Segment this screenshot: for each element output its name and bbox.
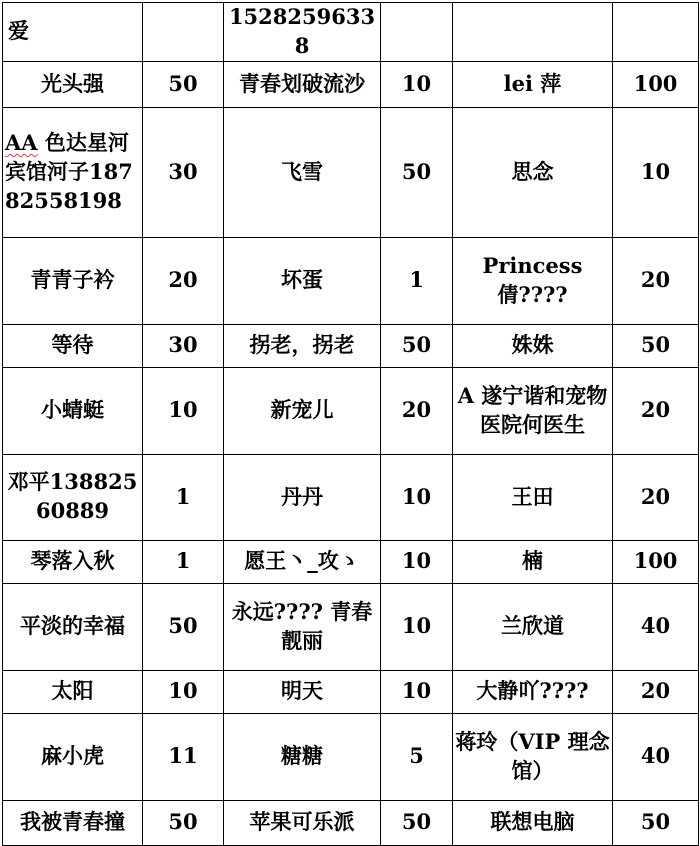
donor-name-cell <box>453 3 613 62</box>
donor-name-cell: 琴落入秋 <box>3 540 143 583</box>
table-row <box>3 713 699 800</box>
donor-name-cell: 拐老，拐老 <box>224 324 381 367</box>
table-row <box>3 367 699 454</box>
donor-name-cell: 太阳 <box>3 670 143 713</box>
donor-name-cell <box>3 107 143 237</box>
amount-cell: 1 <box>381 237 453 324</box>
donor-name-cell: 楠 <box>453 540 613 583</box>
amount-cell: 10 <box>143 670 224 713</box>
table-row <box>3 800 699 845</box>
amount-cell: 40 <box>613 713 699 800</box>
amount-cell: 50 <box>143 61 224 107</box>
donor-name-cell: 愿王丶_攻ゝ <box>224 540 381 583</box>
donor-name-cell: 青青子衿 <box>3 237 143 324</box>
amount-cell: 50 <box>613 800 699 845</box>
donor-name-cell: 15282596338 <box>224 3 381 62</box>
donor-name-cell: 飞雪 <box>224 107 381 237</box>
amount-cell: 20 <box>613 670 699 713</box>
amount-cell: 50 <box>381 107 453 237</box>
amount-cell <box>381 3 453 62</box>
donor-name-cell: 兰欣道 <box>453 583 613 670</box>
donor-name-cell: 明天 <box>224 670 381 713</box>
table-row <box>3 237 699 324</box>
amount-cell: 10 <box>143 367 224 454</box>
donor-name-cell: 小蜻蜓 <box>3 367 143 454</box>
donor-name-cell: 青春划破流沙 <box>224 61 381 107</box>
donor-name-cell: 王田 <box>453 454 613 540</box>
donor-name-cell: 大静吖???? <box>453 670 613 713</box>
donor-name-cell: 新宠儿 <box>224 367 381 454</box>
donor-name-cell: 姝姝 <box>453 324 613 367</box>
table-row <box>3 3 699 62</box>
donor-name-rest: 色达星河宾馆河子18782558198 <box>5 129 133 213</box>
donor-name-cell: Princess 倩???? <box>453 237 613 324</box>
amount-cell: 50 <box>381 800 453 845</box>
donor-name-cell: 光头强 <box>3 61 143 107</box>
table-row <box>3 107 699 237</box>
donor-name-cell: 爱 <box>3 3 143 62</box>
amount-cell <box>613 3 699 62</box>
amount-cell: 20 <box>613 237 699 324</box>
amount-cell: 10 <box>381 61 453 107</box>
amount-cell: 20 <box>613 454 699 540</box>
table-row <box>3 61 699 107</box>
table-row <box>3 324 699 367</box>
amount-cell: 10 <box>613 107 699 237</box>
amount-cell: 5 <box>381 713 453 800</box>
amount-cell: 50 <box>613 324 699 367</box>
donor-name-cell: 平淡的幸福 <box>3 583 143 670</box>
donor-name-cell: 思念 <box>453 107 613 237</box>
amount-cell: 10 <box>381 670 453 713</box>
table-row <box>3 583 699 670</box>
donor-name-cell: 麻小虎 <box>3 713 143 800</box>
amount-cell: 40 <box>613 583 699 670</box>
donor-name-cell: 邓平13882560889 <box>3 454 143 540</box>
amount-cell: 100 <box>613 61 699 107</box>
amount-cell: 30 <box>143 107 224 237</box>
amount-cell: 1 <box>143 540 224 583</box>
amount-cell: 11 <box>143 713 224 800</box>
amount-cell: 20 <box>381 367 453 454</box>
amount-cell: 50 <box>381 324 453 367</box>
donor-name-prefix: AA <box>5 129 38 155</box>
donor-name-cell: 我被青春撞 <box>3 800 143 845</box>
amount-cell: 20 <box>143 237 224 324</box>
donor-name-cell: lei 萍 <box>453 61 613 107</box>
donor-name-cell: 联想电脑 <box>453 800 613 845</box>
amount-cell: 50 <box>143 800 224 845</box>
table-row <box>3 540 699 583</box>
donor-name-cell: 永远???? 青春靓丽 <box>224 583 381 670</box>
amount-cell: 30 <box>143 324 224 367</box>
donor-name-cell: 丹丹 <box>224 454 381 540</box>
amount-cell: 10 <box>381 540 453 583</box>
donation-table <box>2 2 699 846</box>
amount-cell: 50 <box>143 583 224 670</box>
amount-cell: 100 <box>613 540 699 583</box>
amount-cell: 20 <box>613 367 699 454</box>
amount-cell <box>143 3 224 62</box>
donor-name-cell: 蒋玲（VIP 理念馆） <box>453 713 613 800</box>
table-row <box>3 454 699 540</box>
donor-name-cell: 等待 <box>3 324 143 367</box>
donor-name-cell: 坏蛋 <box>224 237 381 324</box>
table-row <box>3 670 699 713</box>
donor-name-cell: 糖糖 <box>224 713 381 800</box>
donor-name-cell: 苹果可乐派 <box>224 800 381 845</box>
amount-cell: 10 <box>381 454 453 540</box>
amount-cell: 10 <box>381 583 453 670</box>
donor-name-cell: A 遂宁谐和宠物医院何医生 <box>453 367 613 454</box>
amount-cell: 1 <box>143 454 224 540</box>
